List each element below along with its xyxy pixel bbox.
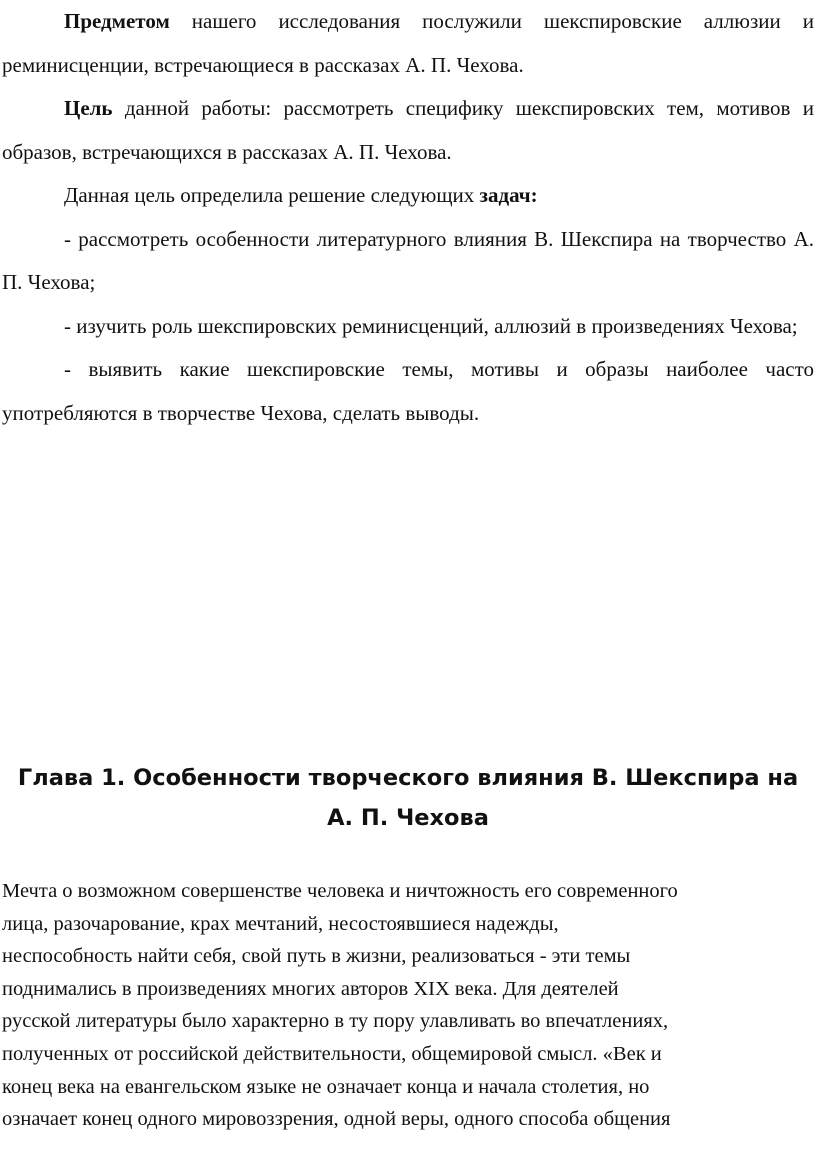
body-line: неспособность найти себя, свой путь в жизни, реализоваться - эти темы (2, 945, 631, 968)
body-line: конец века на евангельском языке не означает конца и начала столетия, но (2, 1075, 650, 1098)
goal-term: Цель (64, 96, 113, 120)
body-paragraph (2, 875, 814, 1136)
subject-text: нашего исследования послужили шекспировские аллюзии и реминисценции, встречающиеся в рассказах А. П. Чехова. (2, 9, 814, 77)
intro-section (2, 0, 814, 435)
tasks-lead-text: Данная цель определила решение следующих (64, 183, 480, 207)
chapter-title-line: А. П. Чехова (327, 805, 489, 831)
tasks-intro-paragraph (2, 174, 814, 218)
task-item: - рассмотреть особенности литературного влияния В. Шекспира на творчество А. П. Чехова; (2, 226, 814, 294)
subject-term: Предметом (64, 9, 170, 33)
chapter-title (0, 758, 816, 838)
subject-paragraph (2, 0, 814, 87)
tasks-term: задач: (479, 183, 538, 207)
body-line: полученных от российской действительности, общемировой смысл. «Век и (2, 1042, 662, 1065)
goal-text: данной работы: рассмотреть специфику шекспировских тем, мотивов и образов, встречающихся в рассказах А. П. Чехова. (2, 96, 814, 164)
body-line: лица, разочарование, крах мечтаний, несостоявшиеся надежды, (2, 912, 559, 935)
body-line: поднимались в произведениях многих авторов XIX века. Для деятелей (2, 977, 619, 1000)
task-item: - выявить какие шекспировские темы, мотивы и образы наиболее часто употребляются в творчестве Чехова, сделать выводы. (2, 357, 814, 425)
chapter-title-line: Глава 1. Особенности творческого влияния В. Шекспира на (17, 765, 799, 791)
goal-paragraph (2, 87, 814, 174)
body-line: Мечта о возможном совершенстве человека и ничтожность его современного (2, 880, 678, 902)
body-line: русской литературы было характерно в ту пору улавливать во впечатлениях, (2, 1010, 669, 1033)
task-item: - изучить роль шекспировских реминисценций, аллюзий в произведениях Чехова; (64, 313, 798, 338)
body-line: означает конец одного мировоззрения, одной веры, одного способа общения (2, 1108, 671, 1131)
